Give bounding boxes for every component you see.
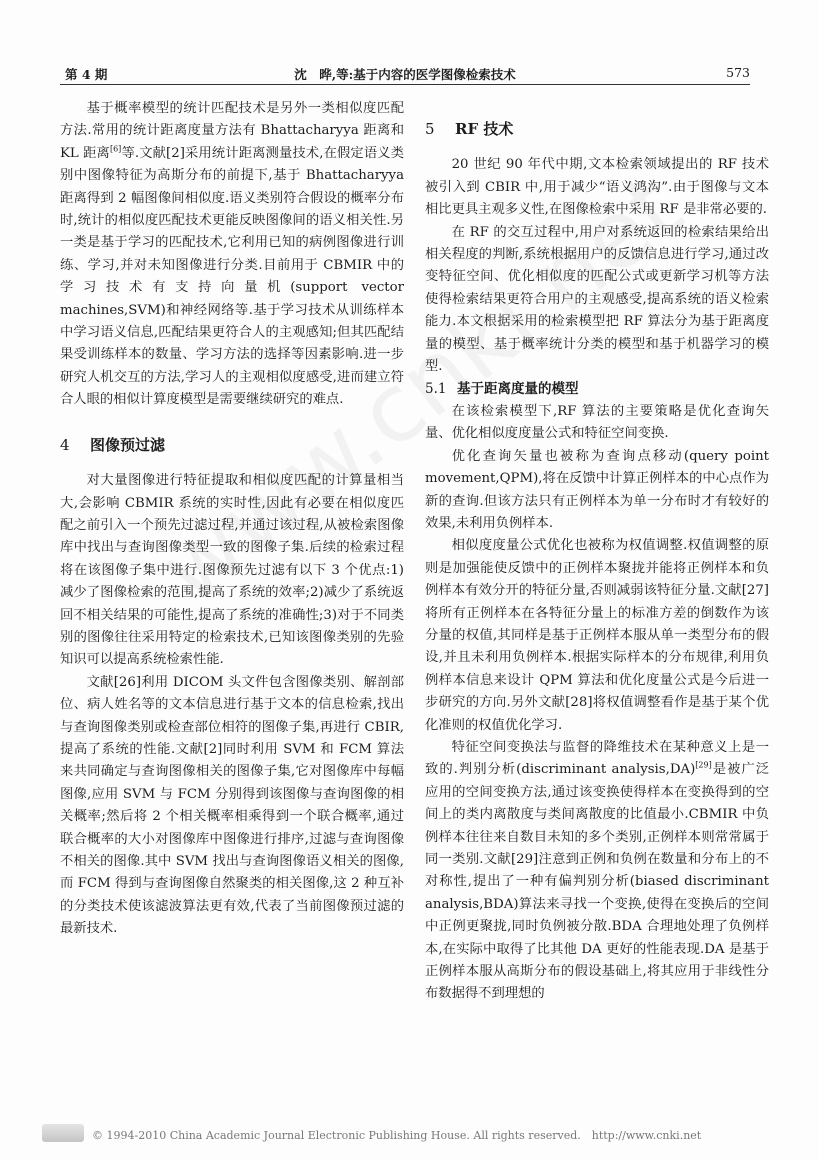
running-title: 沈 晔,等:基于内容的医学图像检索技术 [294,67,516,82]
paragraph: 对大量图像进行特征提取和相似度匹配的计算量相当大,会影响 CBMIR 系统的实时性,因此有必要在相似度匹配之前引入一个预先过滤过程,并通过该过程,从被检索图像库中找出与查询图像类型一致的图像子集.后续的检索过程将在该图像子集中进行.图像预先过滤有以下 3 个优点:1)减少了图像检索的范围,提高了系统的效率;2)减少了系统返回不相关结果的可能性,提高了系统的准确性;3)对于不同类别的图像往往采用特定的检索技术,已知该图像类别的先验知识可以提高系统检索性能. [60,473,404,668]
citation-ref: [29] [695,760,712,770]
paragraph: 20 世纪 90 年代中期,文本检索领域提出的 RF 技术被引入到 CBIR 中,用于减少“语义鸿沟”.由于图像与文本相比更具主观多义性,在图像检索中采用 RF 是非常必要的. [425,157,769,218]
paragraph-text: 是被广泛应用的空间变换方法,通过该变换使得样本在变换得到的空间上的类内离散度与类间离散度的比值最小.CBMIR 中负例样本往往来自数目未知的多个类别,正例样本则常常属于同一类别.文献[29]注意到正例和负例在数量和分布上的不对称性,提出了一种有偏判别分析(biased discriminant analysis,BDA)算法来寻找一个变换,使得在变换后的空间中正例更聚拢,同时负例被分散.BDA 合理地处理了负例样本,在实际中取得了比其他 DA 更好的性能表现.DA 是基于正例样本服从高斯分布的假设基础上,将其应用于非线性分布数据得不到理想的 [425,762,770,1002]
page-number: 573 [726,65,750,80]
paragraph: 文献[26]利用 DICOM 头文件包含图像类别、解剖部位、病人姓名等的文本信息进行基于文本的信息检索,找出与查询图像类别或检查部位相符的图像子集,再进行 CBIR,提高了系统的性能.文献[2]同时利用 SVM 和 FCM 算法来共同确定与查询图像相关的图像子集,它对图像库中每幅图像,应用 SVM 与 FCM 分别得到该图像与查询图像的相关概率;然后将 2 个相关概率相乘得到一个联合概率,通过联合概率的大小对图像库中图像进行排序,过滤与查询图像不相关的图像.其中 SVM 找出与查询图像语义相关的图像,而 FCM 得到与查询图像自然聚类的相关图像,这 2 种互补的分类技术使该滤波算法更有效,代表了当前图像预过滤的最新技术. [60,674,404,937]
running-header [60,62,750,85]
paragraph [60,98,404,412]
section-title: RF 技术 [455,120,514,138]
paragraph: 优化查询矢量也被称为查询点移动(query point movement,QPM),将在反馈中计算正例样本的中心点作为新的查询.但该方法只有正例样本为单一分布时才有较好的效果,未利用负例样本. [425,448,769,531]
copyright-text: © 1994-2010 China Academic Journal Electronic Publishing House. All rights reserved. http://www.cnki.net [92,1129,702,1142]
paragraph-text: 特征空间变换法与监督的降维技术在某种意义上是一致的.判别分析(discriminant analysis,DA) [425,739,769,778]
paragraph [425,737,769,1006]
footer [42,1124,742,1146]
citation-ref: [6] [109,144,122,154]
paragraph: 在 RF 的交互过程中,用户对系统返回的检索结果给出相关程度的判断,系统根据用户的反馈信息进行学习,通过改变特征空间、优化相似度的匹配公式或更新学习机等方法使得检索结果更符合用户的主观感受,提高系统的语义检索能力.本文根据采用的检索模型把 RF 算法分为基于距离度量的模型、基于概率统计分类的模型和基于机器学习的模型. [425,224,769,375]
section-title: 图像预过滤 [90,435,166,454]
subsection-title: 基于距离度量的模型 [457,381,579,398]
subsection-number: 5.1 [425,381,447,398]
section-heading-4 [60,434,404,456]
paragraph: 相似度度量公式优化也被称为权值调整.权值调整的原则是加强能使反馈中的正例样本聚拢并能将正例样本和负例样本有效分开的特征分量,否则减弱该特征分量.文献[27]将所有正例样本在各特征分量上的标准方差的倒数作为该分量的权值,其同样是基于正例样本服从单一类型分布的假设,并且未利用负例样本.根据实际样本的分布规律,利用负例样本信息来设计 QPM 算法和优化度量公式是今后进一步研究的方向.另外文献[28]将权值调整看作是基于某个优化准则的权值优化学习. [425,538,769,733]
right-column [425,98,769,1006]
paragraph-text: 基于概率模型的统计匹配技术是另外一类相似度匹配方法.常用的统计距离度量方法有 Bhattacharyya 距离和 KL 距离 [60,101,404,161]
paragraph-text: 等.文献[2]采用统计距离测量技术,在假定语义类别中图像特征为高斯分布的前提下,基于 Bhattacharyya 距离得到 2 幅图像间相似度.语义类别符合假设的概率分布时,统计的相似度匹配技术更能反映图像间的语义相关性.另一类是基于学习的匹配技术,它利用已知的病例图像进行训练、学习,并对未知图像进行分类.目前用于 CBMIR 中的学习技术有支持向量机(support vector machines,SVM)和神经网络等.基于学习技术从训练样本中学习语义信息,匹配结果更符合人的主观感知;但其匹配结果受训练样本的数量、学习方法的选择等因素影响.进一步研究人机交互的方法,学习人的主观相似度感受,进而建立符合人眼的相似计算度模型是需要继续研究的难点. [60,145,404,408]
issue-label: 第 4 期 [65,67,108,82]
paragraph: 在该检索模型下,RF 算法的主要策略是优化查询矢量、优化相似度度量公式和特征空间变换. [425,403,769,442]
section-heading-5 [425,118,769,140]
section-number: 5 [425,120,435,138]
section-number: 4 [60,435,70,454]
left-column [60,98,404,941]
subsection-heading-5-1 [425,378,769,400]
cnki-logo-icon [42,1124,84,1142]
